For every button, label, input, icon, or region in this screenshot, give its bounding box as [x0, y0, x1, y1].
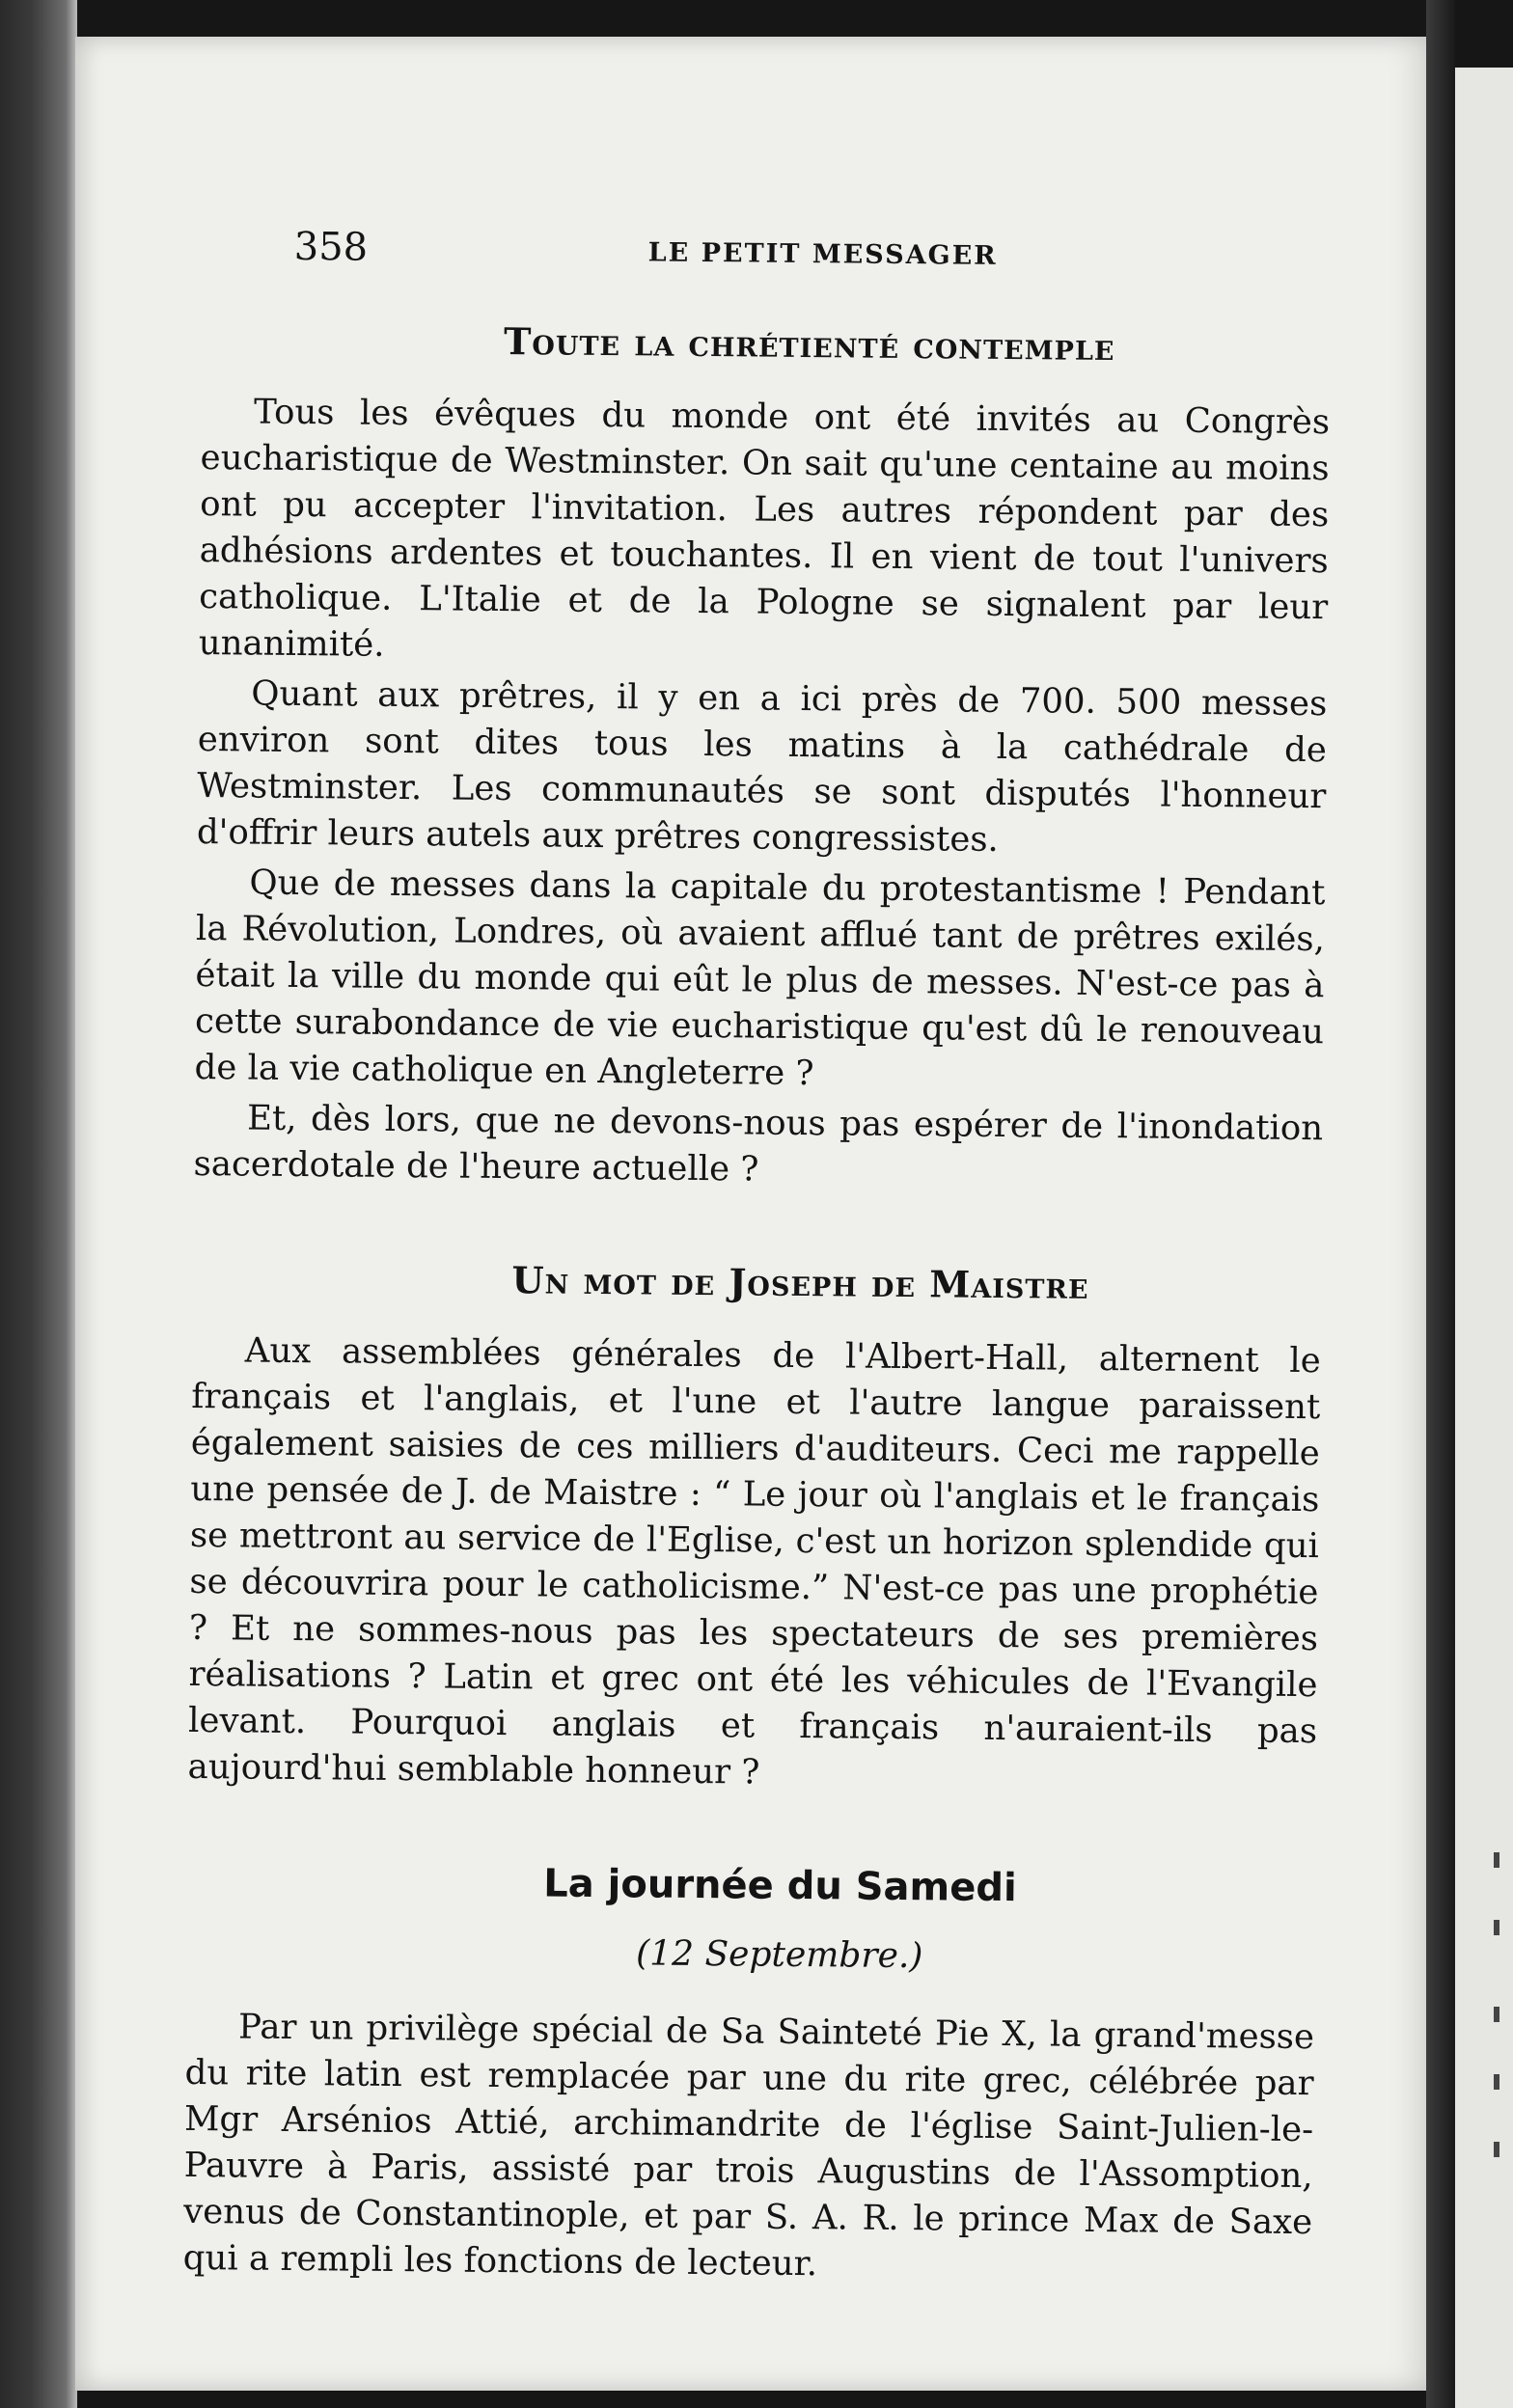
paragraph: Que de messes dans la capitale du protestantisme ! Pendant la Révolution, Londres, où avaient afflué tant de prêtres exilés, était la ville du monde qui eût le plus de messes. N'est-ce pas à cette surabondance de vie eucharistique qu'est dû le renouveau de la vie catholique en Angleterre ? — [194, 862, 1326, 1094]
paragraph: Tous les évêques du monde ont été invités au Congrès eucharistique de Westminster. On sait qu'une centaine au moins ont pu accepter l'invitation. Les autres répondent par des adhésions ardentes et touchantes. Il en vient de tout l'univers catholique. L'Italie et de la Pologne se signalent par leur unanimité. — [198, 392, 1331, 665]
book-left-edge — [0, 0, 77, 2408]
section-un-mot-de-joseph-de-maistre — [187, 1255, 1321, 1801]
section-heading: Toute la chrétienté contemple — [503, 319, 1115, 369]
facing-page-letter-fragment — [1494, 1852, 1499, 1868]
facing-page-letter-fragment — [1494, 2074, 1499, 2090]
paragraph: Quant aux prêtres, il y en a ici près de 700. 500 messes environ sont dites tous les matins à la cathédrale de Westminster. Les communautés se sont disputés l'honneur d'offrir leurs autels aux prêtres congressistes. — [196, 673, 1328, 860]
page-header — [202, 224, 1331, 288]
paragraph: Et, dès lors, que ne devons-nous pas espérer de l'inondation sacerdotale de l'heure actuelle ? — [193, 1098, 1324, 1190]
page-text — [183, 224, 1332, 2292]
paragraph: Par un privilège spécial de Sa Sainteté Pie X, la grand'messe du rite latin est remplacée par une du rite grec, célébrée par Mgr Arsénios Attié, archimandrite de l'église Saint-Julien-le-Pauvre à Paris, assisté par trois Augustins de l'Assomption, venus de Constantinople, et par S. A. R. le prince Max de Saxe qui a rempli les fonctions de lecteur. — [182, 2007, 1315, 2285]
running-title: LE PETIT MESSAGER — [647, 237, 998, 271]
book-gutter — [1426, 0, 1455, 2408]
day-date: (12 Septembre.) — [635, 1933, 923, 1977]
facing-page-letter-fragment — [1494, 1920, 1499, 1935]
section-journee-du-samedi — [183, 1858, 1316, 2292]
section-toute-la-chretiente — [193, 316, 1331, 1198]
section-heading: Un mot de Joseph de Maistre — [511, 1258, 1089, 1307]
page-number: 358 — [293, 224, 369, 270]
paragraph: Aux assemblées générales de l'Albert-Hall, alternent le français et l'anglais, et l'une et l'autre langue paraissent également saisies de ces milliers d'auditeurs. Ceci me rappelle une pensée de J. de Maistre : “ Le jour où l'anglais et le français se mettront au service de l'Eglise, c'est un horizon splendide qui se découvrira pour le catholicisme.” N'est-ce pas une prophétie ? Et ne sommes-nous pas les spectateurs de ses premières réalisations ? Latin et grec ont été les véhicules de l'Evangile levant. Pourquoi anglais et français n'auraient-ils pas aujourd'hui semblable honneur ? — [187, 1330, 1321, 1792]
day-title: La journée du Samedi — [543, 1861, 1017, 1911]
facing-page-letter-fragment — [1494, 2142, 1499, 2157]
facing-page-letter-fragment — [1494, 2007, 1499, 2022]
facing-page-edge — [1455, 68, 1513, 2408]
